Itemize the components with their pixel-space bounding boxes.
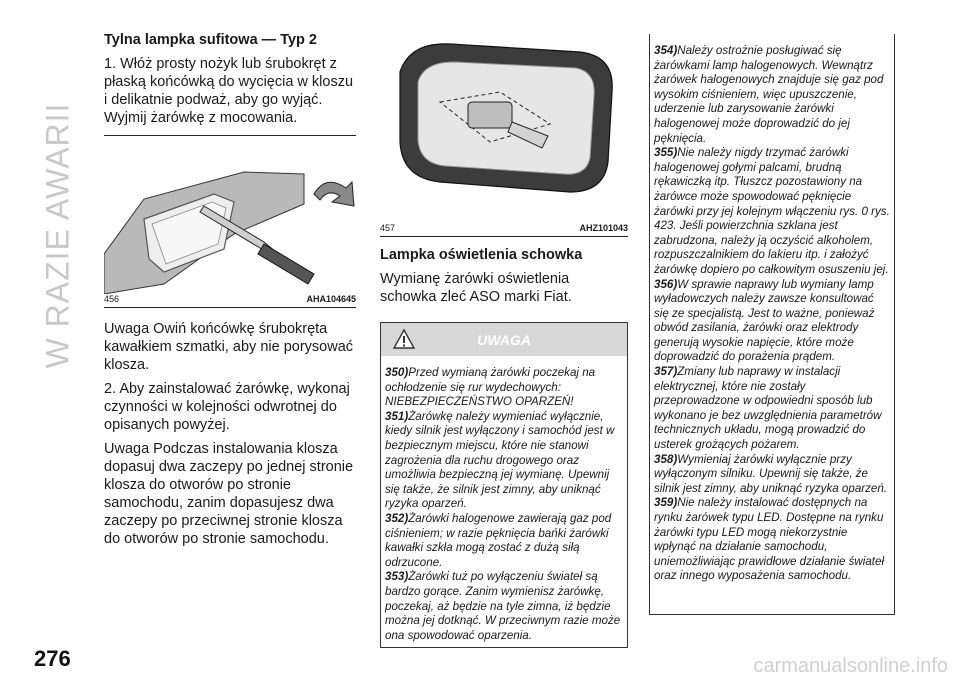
figure-457 [380, 32, 628, 237]
step-2-text: 2. Aby zainstalować żarówkę, wykonaj czynności w kolejności odwrotnej do opisanych powyżej. [104, 381, 350, 433]
warning-header [381, 323, 627, 356]
rear-lamp-illustration [104, 144, 356, 294]
warning-item: 354)Należy ostrożnie posługiwać się żarówkami lamp halogenowych. Wewnątrz żarówek halogenowych znajduje się gaz pod wysokim ciśnieniem, więc upuszczenie, uderzenie lub zarysowanie żarówki halogenowej może doprowadzić do jej pęknięcia. [654, 44, 884, 145]
glovebox-text: Wymianę żarówki oświetlenia schowka zleć ASO marki Fiat. [380, 271, 572, 305]
warning-item: 351)Żarówkę należy wymieniać wyłącznie, kiedy silnik jest wyłączony i samochód jest w bezpiecznym miejscu, które nie stanowi zagrożenia dla ruchu drogowego oraz umożliwia bezpieczną jej wymianę. Upewnij się także, że silnik jest zimny, aby uniknąć ryzyka oparzeń. [385, 409, 615, 511]
section-heading-glovebox: Lampka oświetlenia schowka [380, 247, 583, 263]
step-1-text: 1. Włóż prosty nożyk lub śrubokręt z płaską końcówką do wycięcia w kloszu i delikatnie podważ, aby go wyjąć. Wyjmij żarówkę z mocowania. [104, 56, 354, 126]
glovebox-lamp-illustration [380, 32, 628, 207]
warning-item: 357)Zmiany lub naprawy w instalacji elektrycznej, które nie zostały przeprowadzone w odpowiedni sposób lub wykonano je bez uwzględnienia parametrów technicznych układu, mogą prowadzić do usterek grożących pożarem. [654, 365, 882, 452]
page-number: 276 [34, 646, 71, 671]
note-1-text: Uwaga Owiń końcówkę śrubokręta kawałkiem szmatki, aby nie porysować klosza. [104, 321, 354, 373]
note-2-text: Uwaga Podczas instalowania klosza dopasuj dwa zaczepy po jednej stronie klosza do otworów po stronie samochodu, zanim dopasujesz dwa zaczepy po przeciwnej stronie klosza do otworów po stronie samochodu. [104, 441, 354, 547]
warning-item: 350)Przed wymianą żarówki poczekaj na ochłodzenie się rur wydechowych: NIEBEZPIECZEŃSTWO OPARZEŃ! [385, 366, 596, 409]
figure-number: 457 [380, 223, 396, 233]
chapter-title: W RAZIE AWARII [39, 102, 76, 368]
warning-title: UWAGA [477, 331, 531, 348]
warning-body [381, 356, 627, 647]
warning-triangle-icon [393, 329, 415, 349]
warning-item: 355)Nie należy nigdy trzymać żarówki halogenowej gołymi palcami, brudną rękawiczką itp. Tłuszcz pozostawiony na żarówce może spowodować pęknięcie żarówki przy jej kolejnym włączeniu rys. 0 rys. 423. Jeśli powierzchnia szklana jest zabrudzona, należy ją oczyścić alkoholem, rozpuszczalnikiem do lakieru itp. i założyć żarówkę dopiero po całkowitym osuszeniu jej. [654, 146, 890, 276]
warning-item: 359)Nie należy instalować dostępnych na rynku żarówek typu LED. Dostępne na rynku żarówki typu LED mogą niekorzystnie wpłynąć na działanie samochodu, uniemożliwiając prawidłowe działanie świateł oraz innego wyposażenia samochodu. [654, 496, 885, 583]
warning-continuation [649, 34, 895, 615]
column-right [649, 34, 895, 615]
site-watermark: carmanualsonline.info [753, 655, 948, 677]
figure-457-caption [380, 223, 628, 233]
column-left [104, 32, 356, 554]
figure-code: AHA104645 [306, 294, 356, 304]
warning-item: 356)W sprawie naprawy lub wymiany lamp wyładowczych należy zawsze konsultować się ze specjalistą. Jest to ważne, ponieważ obwód zasilania, żarówki oraz elektrody generują wysokie napięcie, które może doprowadzić do porażenia prądem. [654, 277, 875, 364]
warning-item: 358)Wymieniaj żarówki wyłącznie przy wyłączonym silniku. Upewnij się także, że silnik jest zimny, aby uniknąć ryzyka oparzeń. [654, 452, 888, 495]
figure-456-caption [104, 294, 356, 304]
warning-box [380, 322, 628, 648]
figure-number: 456 [104, 294, 120, 304]
figure-456 [104, 135, 356, 308]
warning-item: 352)Żarówki halogenowe zawierają gaz pod ciśnieniem; w razie pęknięcia bańki żarówki kawałki szkła mogą zostać z dużą siłą odrzucone. [385, 511, 612, 569]
figure-code: AHZ101043 [579, 223, 628, 233]
column-middle [380, 32, 628, 648]
section-heading-rear-lamp: Tylna lampka sufitowa — Typ 2 [104, 32, 317, 48]
chapter-tab [38, 102, 78, 368]
warning-item: 353)Żarówki tuż po wyłączeniu świateł są bardzo gorące. Zanim wymienisz żarówkę, poczekaj, aż będzie na tyle zimna, iż będzie można jej dotknąć. W przeciwnym razie może ona spowodować oparzenia. [385, 570, 621, 642]
